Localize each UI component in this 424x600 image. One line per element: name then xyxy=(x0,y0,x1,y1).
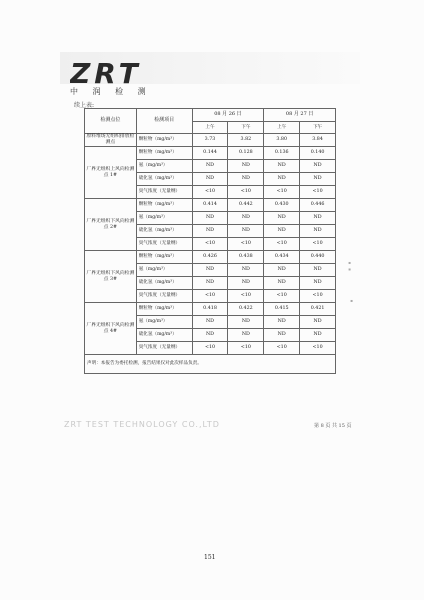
value-cell: 0.140 xyxy=(300,147,336,160)
value-cell: 3.82 xyxy=(228,134,264,147)
header-row xyxy=(85,109,336,122)
continued-label: 续上表: xyxy=(74,102,95,109)
value-cell: <10 xyxy=(228,342,264,355)
table-row xyxy=(85,134,336,147)
value-cell: <10 xyxy=(192,186,228,199)
pm-header: 下午 xyxy=(300,122,336,134)
value-cell: 0.144 xyxy=(192,147,228,160)
value-cell: 0.434 xyxy=(264,251,300,264)
date2-header: 08 月 27 日 xyxy=(264,109,336,122)
pm-header: 下午 xyxy=(228,122,264,134)
value-cell: ND xyxy=(228,212,264,225)
value-cell: ND xyxy=(192,316,228,329)
value-cell: 0.440 xyxy=(300,251,336,264)
value-cell: 0.426 xyxy=(192,251,228,264)
test-item-cell: 硫化氢（mg/m³） xyxy=(136,225,192,238)
table-row xyxy=(85,199,336,212)
monitoring-point-cell: 厂界无组织上风向检测点 1# xyxy=(85,147,137,199)
value-cell: <10 xyxy=(228,290,264,303)
value-cell: 0.421 xyxy=(300,303,336,316)
value-cell: <10 xyxy=(192,290,228,303)
value-cell: ND xyxy=(228,316,264,329)
value-cell: 0.418 xyxy=(192,303,228,316)
value-cell: ND xyxy=(300,173,336,186)
value-cell: ND xyxy=(300,264,336,277)
test-item-cell: 臭气浓度（无量纲） xyxy=(136,342,192,355)
value-cell: ND xyxy=(300,160,336,173)
value-cell: ND xyxy=(264,277,300,290)
table-row xyxy=(85,251,336,264)
value-cell: <10 xyxy=(264,290,300,303)
note-row xyxy=(85,355,336,374)
value-cell: ND xyxy=(228,225,264,238)
test-item-cell: 臭气浓度（无量纲） xyxy=(136,186,192,199)
monitoring-point-cell: 厂界无组织下风向检测点 2# xyxy=(85,199,137,251)
value-cell: <10 xyxy=(192,342,228,355)
value-cell: 0.442 xyxy=(228,199,264,212)
value-cell: ND xyxy=(228,277,264,290)
table-body xyxy=(85,134,336,355)
value-cell: 3.84 xyxy=(300,134,336,147)
value-cell: ND xyxy=(228,329,264,342)
value-cell: 0.422 xyxy=(228,303,264,316)
value-cell: ND xyxy=(228,173,264,186)
am-header: 上午 xyxy=(264,122,300,134)
value-cell: ND xyxy=(264,316,300,329)
table-row xyxy=(85,303,336,316)
value-cell: ND xyxy=(264,225,300,238)
date1-header: 08 月 26 日 xyxy=(192,109,264,122)
test-item-cell: 臭气浓度（无量纲） xyxy=(136,238,192,251)
value-cell: ND xyxy=(192,212,228,225)
value-cell: <10 xyxy=(192,238,228,251)
monitoring-point-cell: 厂界无组织下风向检测点 3# xyxy=(85,251,137,303)
value-cell: <10 xyxy=(264,238,300,251)
value-cell: ND xyxy=(192,173,228,186)
test-item-cell: 氨（mg/m³） xyxy=(136,160,192,173)
am-header: 上午 xyxy=(192,122,228,134)
test-item-cell: 硫化氢（mg/m³） xyxy=(136,329,192,342)
value-cell: 0.414 xyxy=(192,199,228,212)
value-cell: 3.80 xyxy=(264,134,300,147)
table-row xyxy=(85,147,336,160)
value-cell: 0.128 xyxy=(228,147,264,160)
side-mark: ▪ ▪ xyxy=(347,260,352,272)
value-cell: ND xyxy=(300,316,336,329)
monitoring-point-cell: 原料堆场无组织排放检测点 xyxy=(86,134,135,145)
value-cell: ND xyxy=(192,160,228,173)
value-cell: <10 xyxy=(300,342,336,355)
value-cell: <10 xyxy=(300,186,336,199)
value-cell: <10 xyxy=(300,290,336,303)
value-cell: ND xyxy=(192,264,228,277)
value-cell: 3.73 xyxy=(192,134,228,147)
test-item-cell: 颗粒物（mg/m³） xyxy=(136,199,192,212)
value-cell: 0.438 xyxy=(228,251,264,264)
logo-subtitle: 中 润 检 测 xyxy=(70,87,152,96)
company-english-name: ZRT TEST TECHNOLOGY CO.,LTD xyxy=(64,420,220,429)
value-cell: <10 xyxy=(228,238,264,251)
results-table xyxy=(84,108,336,374)
value-cell: ND xyxy=(192,329,228,342)
page-count: 第 8 页 共 15 页 xyxy=(314,423,352,429)
value-cell: <10 xyxy=(228,186,264,199)
value-cell: ND xyxy=(264,173,300,186)
value-cell: ND xyxy=(228,160,264,173)
value-cell: ND xyxy=(300,329,336,342)
monitoring-point-cell: 厂界无组织下风向检测点 4# xyxy=(85,303,137,355)
value-cell: ND xyxy=(192,277,228,290)
value-cell: ND xyxy=(264,212,300,225)
test-item-cell: 硫化氢（mg/m³） xyxy=(136,277,192,290)
value-cell: ND xyxy=(264,264,300,277)
value-cell: ND xyxy=(300,225,336,238)
value-cell: ND xyxy=(300,212,336,225)
value-cell: ND xyxy=(264,160,300,173)
value-cell: ND xyxy=(264,329,300,342)
test-item-cell: 氨（mg/m³） xyxy=(136,316,192,329)
test-item-cell: 氨（mg/m³） xyxy=(136,212,192,225)
page-number: 151 xyxy=(204,554,216,561)
value-cell: 0.136 xyxy=(264,147,300,160)
value-cell: ND xyxy=(228,264,264,277)
side-mark: ▪ xyxy=(349,298,354,303)
test-item-cell: 颗粒物（mg/m³） xyxy=(136,134,192,147)
test-item-cell: 硫化氢（mg/m³） xyxy=(136,173,192,186)
test-item-cell: 氨（mg/m³） xyxy=(136,264,192,277)
svg-text:ZRT: ZRT xyxy=(70,60,142,86)
test-item-cell: 颗粒物（mg/m³） xyxy=(136,303,192,316)
test-item-cell: 颗粒物（mg/m³） xyxy=(136,147,192,160)
col-item-header: 检测项目 xyxy=(136,109,192,134)
value-cell: <10 xyxy=(264,186,300,199)
value-cell: ND xyxy=(300,277,336,290)
value-cell: <10 xyxy=(300,238,336,251)
statement-note: 声明：本报告为委托检测，报告结果仅对此次样品负责。 xyxy=(85,355,336,374)
value-cell: 0.430 xyxy=(264,199,300,212)
value-cell: <10 xyxy=(264,342,300,355)
test-item-cell: 臭气浓度（无量纲） xyxy=(136,290,192,303)
value-cell: ND xyxy=(192,225,228,238)
test-item-cell: 颗粒物（mg/m³） xyxy=(136,251,192,264)
value-cell: 0.446 xyxy=(300,199,336,212)
col-point-header: 检测点位 xyxy=(85,109,137,134)
value-cell: 0.415 xyxy=(264,303,300,316)
zrt-logo-icon xyxy=(70,60,190,86)
